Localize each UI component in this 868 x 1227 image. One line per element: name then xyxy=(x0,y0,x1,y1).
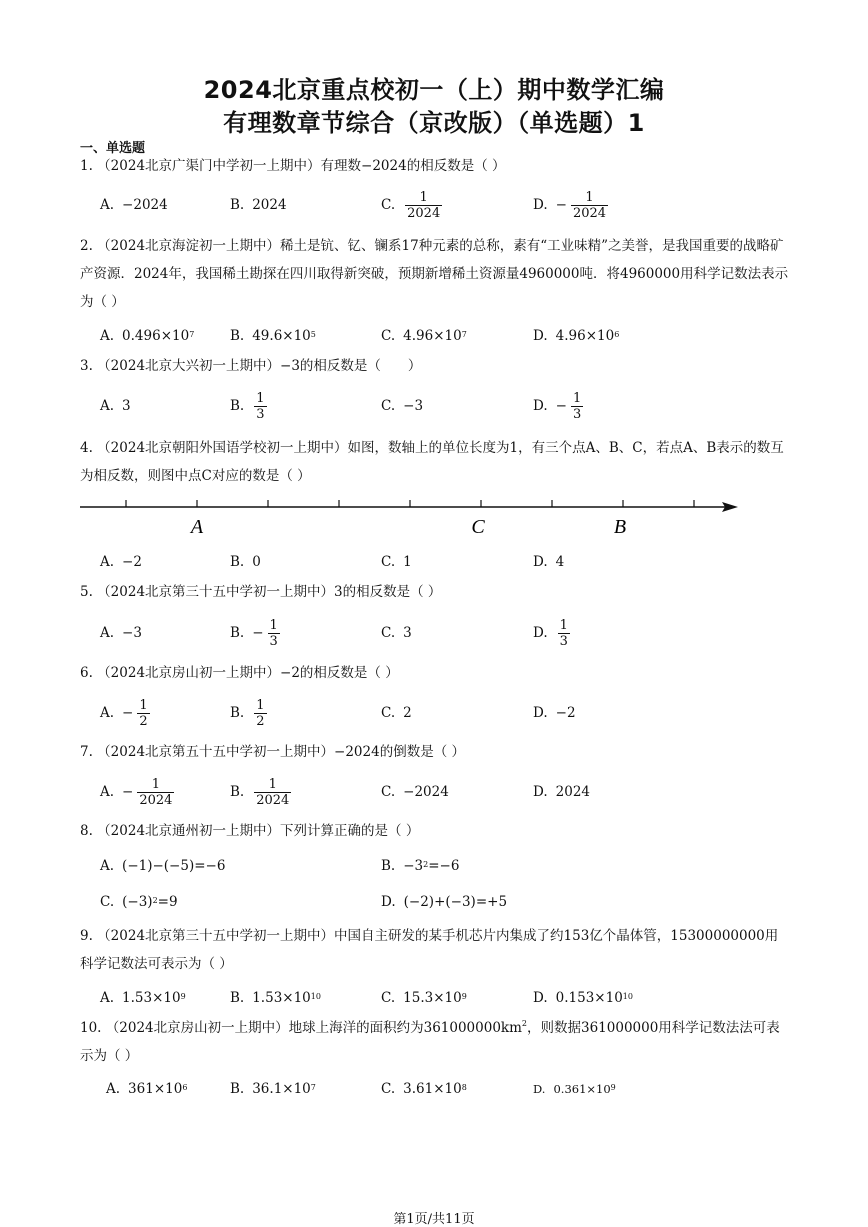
q4-option-c: C. 1 xyxy=(381,554,412,570)
q10-option-d: D. 0.361×10 $^9$ xyxy=(533,1082,616,1096)
q1-option-d: D. − $\frac{1}{2024}$ xyxy=(533,189,607,221)
question-1-stem: 1. （2024北京广渠门中学初一上期中）有理数−2024的相反数是（ ） xyxy=(80,158,506,174)
question-6-stem: 6. （2024北京房山初一上期中）−2的相反数是（ ） xyxy=(80,665,399,681)
q5-option-d: D. $\frac{1}{3}$ xyxy=(533,617,568,649)
q2-option-d: D. 4.96×10 $^6$ xyxy=(533,328,620,344)
point-label-a: A xyxy=(190,516,204,538)
point-label-c: C xyxy=(471,516,485,538)
question-3-stem: 3. （2024北京大兴初一上期中）−3的相反数是（ ） xyxy=(80,358,422,374)
q1-option-c: C. $\frac{1}{2024}$ xyxy=(381,189,441,221)
q4-option-a: A. −2 xyxy=(100,554,142,570)
number-line-figure xyxy=(78,490,743,540)
q2-option-c: C. 4.96×10 $^7$ xyxy=(381,328,467,344)
q3-option-a: A. 3 xyxy=(100,398,131,414)
q7-option-a: A. − $\frac{1}{2024}$ xyxy=(100,776,173,808)
question-5-stem: 5. （2024北京第三十五中学初一上期中）3的相反数是（ ） xyxy=(80,584,442,600)
q8-option-a: A. (−1)−(−5)=−6 xyxy=(100,858,226,874)
q3-option-b: B. $\frac{1}{3}$ xyxy=(230,390,265,422)
q7-option-b: B. $\frac{1}{2024}$ xyxy=(230,776,290,808)
q8-option-d: D. (−2)+(−3)=+5 xyxy=(381,894,508,910)
document-title: 2024北京重点校初一（上）期中数学汇编 xyxy=(203,76,665,104)
q5-option-c: C. 3 xyxy=(381,625,412,641)
q2-option-b: B. 49.6×10 $^5$ xyxy=(230,328,316,344)
question-2-stem: 2. （2024北京海淀初一上期中）稀土是钪、钇、镧系17种元素的总称，素有“工业味精”之美誉，是我国重要的战略矿产资源．2024年，我国稀土勘探在四川取得新突破，预期新增稀土资源量4960000吨．将4960000用科学记数法表示为（ ） xyxy=(80,238,789,310)
question-10-stem: 10. （2024北京房山初一上期中）地球上海洋的面积约为$361000000km^2$，则数据361000000用科学记数法法可表示为（ ） xyxy=(80,1018,780,1064)
point-label-b: B xyxy=(613,516,627,538)
page-footer: 第1页/共11页 xyxy=(393,1212,475,1227)
q8-option-c: C. (−3) $^2$ =9 xyxy=(100,894,178,910)
q9-option-b: B. 1.53×10 $^{10}$ xyxy=(230,990,321,1006)
q6-option-b: B. $\frac{1}{2}$ xyxy=(230,697,265,729)
section-heading: 一、单选题 xyxy=(80,141,146,156)
question-7-stem: 7. （2024北京第五十五中学初一上期中）−2024的倒数是（ ） xyxy=(80,744,465,760)
question-8-stem: 8. （2024北京通州初一上期中）下列计算正确的是（ ） xyxy=(80,823,420,839)
q1-option-a: A. −2024 xyxy=(100,197,168,213)
q5-option-b: B. − $\frac{1}{3}$ xyxy=(230,617,278,649)
q5-option-a: A. −3 xyxy=(100,625,142,641)
q6-option-d: D. −2 xyxy=(533,705,576,721)
q10-option-b: B. 36.1×10 $^7$ xyxy=(230,1081,316,1097)
q1-option-b: B. 2024 xyxy=(230,197,287,213)
q4-option-d: D. 4 xyxy=(533,554,565,570)
q9-option-d: D. 0.153×10 $^{10}$ xyxy=(533,990,633,1006)
question-4-stem: 4. （2024北京朝阳外国语学校初一上期中）如图，数轴上的单位长度为1，有三个点A、B、C，若点A、B表示的数互为相反数，则图中点C对应的数是（ ） xyxy=(80,440,784,484)
q3-option-d: D. − $\frac{1}{3}$ xyxy=(533,390,582,422)
document-subtitle: 有理数章节综合（京改版）（单选题）1 xyxy=(223,109,645,137)
q9-option-a: A. 1.53×10 $^9$ xyxy=(100,990,186,1006)
q2-option-a: A. 0.496×10 $^7$ xyxy=(100,328,195,344)
q10-option-a: A. 361×10 $^6$ xyxy=(106,1081,188,1097)
question-9-stem: 9. （2024北京第三十五中学初一上期中）中国自主研发的某手机芯片内集成了约153亿个晶体管，15300000000用科学记数法可表示为（ ） xyxy=(80,928,779,972)
q4-option-b: B. 0 xyxy=(230,554,261,570)
q3-option-c: C. −3 xyxy=(381,398,424,414)
axis-ticks xyxy=(126,500,694,507)
q10-option-c: C. 3.61×10 $^8$ xyxy=(381,1081,467,1097)
q7-option-c: C. −2024 xyxy=(381,784,449,800)
q6-option-c: C. 2 xyxy=(381,705,412,721)
q7-option-d: D. 2024 xyxy=(533,784,590,800)
q9-option-c: C. 15.3×10 $^9$ xyxy=(381,990,467,1006)
q6-option-a: A. − $\frac{1}{2}$ xyxy=(100,697,148,729)
q8-option-b: B. −3 $^2$ =−6 xyxy=(381,858,460,874)
